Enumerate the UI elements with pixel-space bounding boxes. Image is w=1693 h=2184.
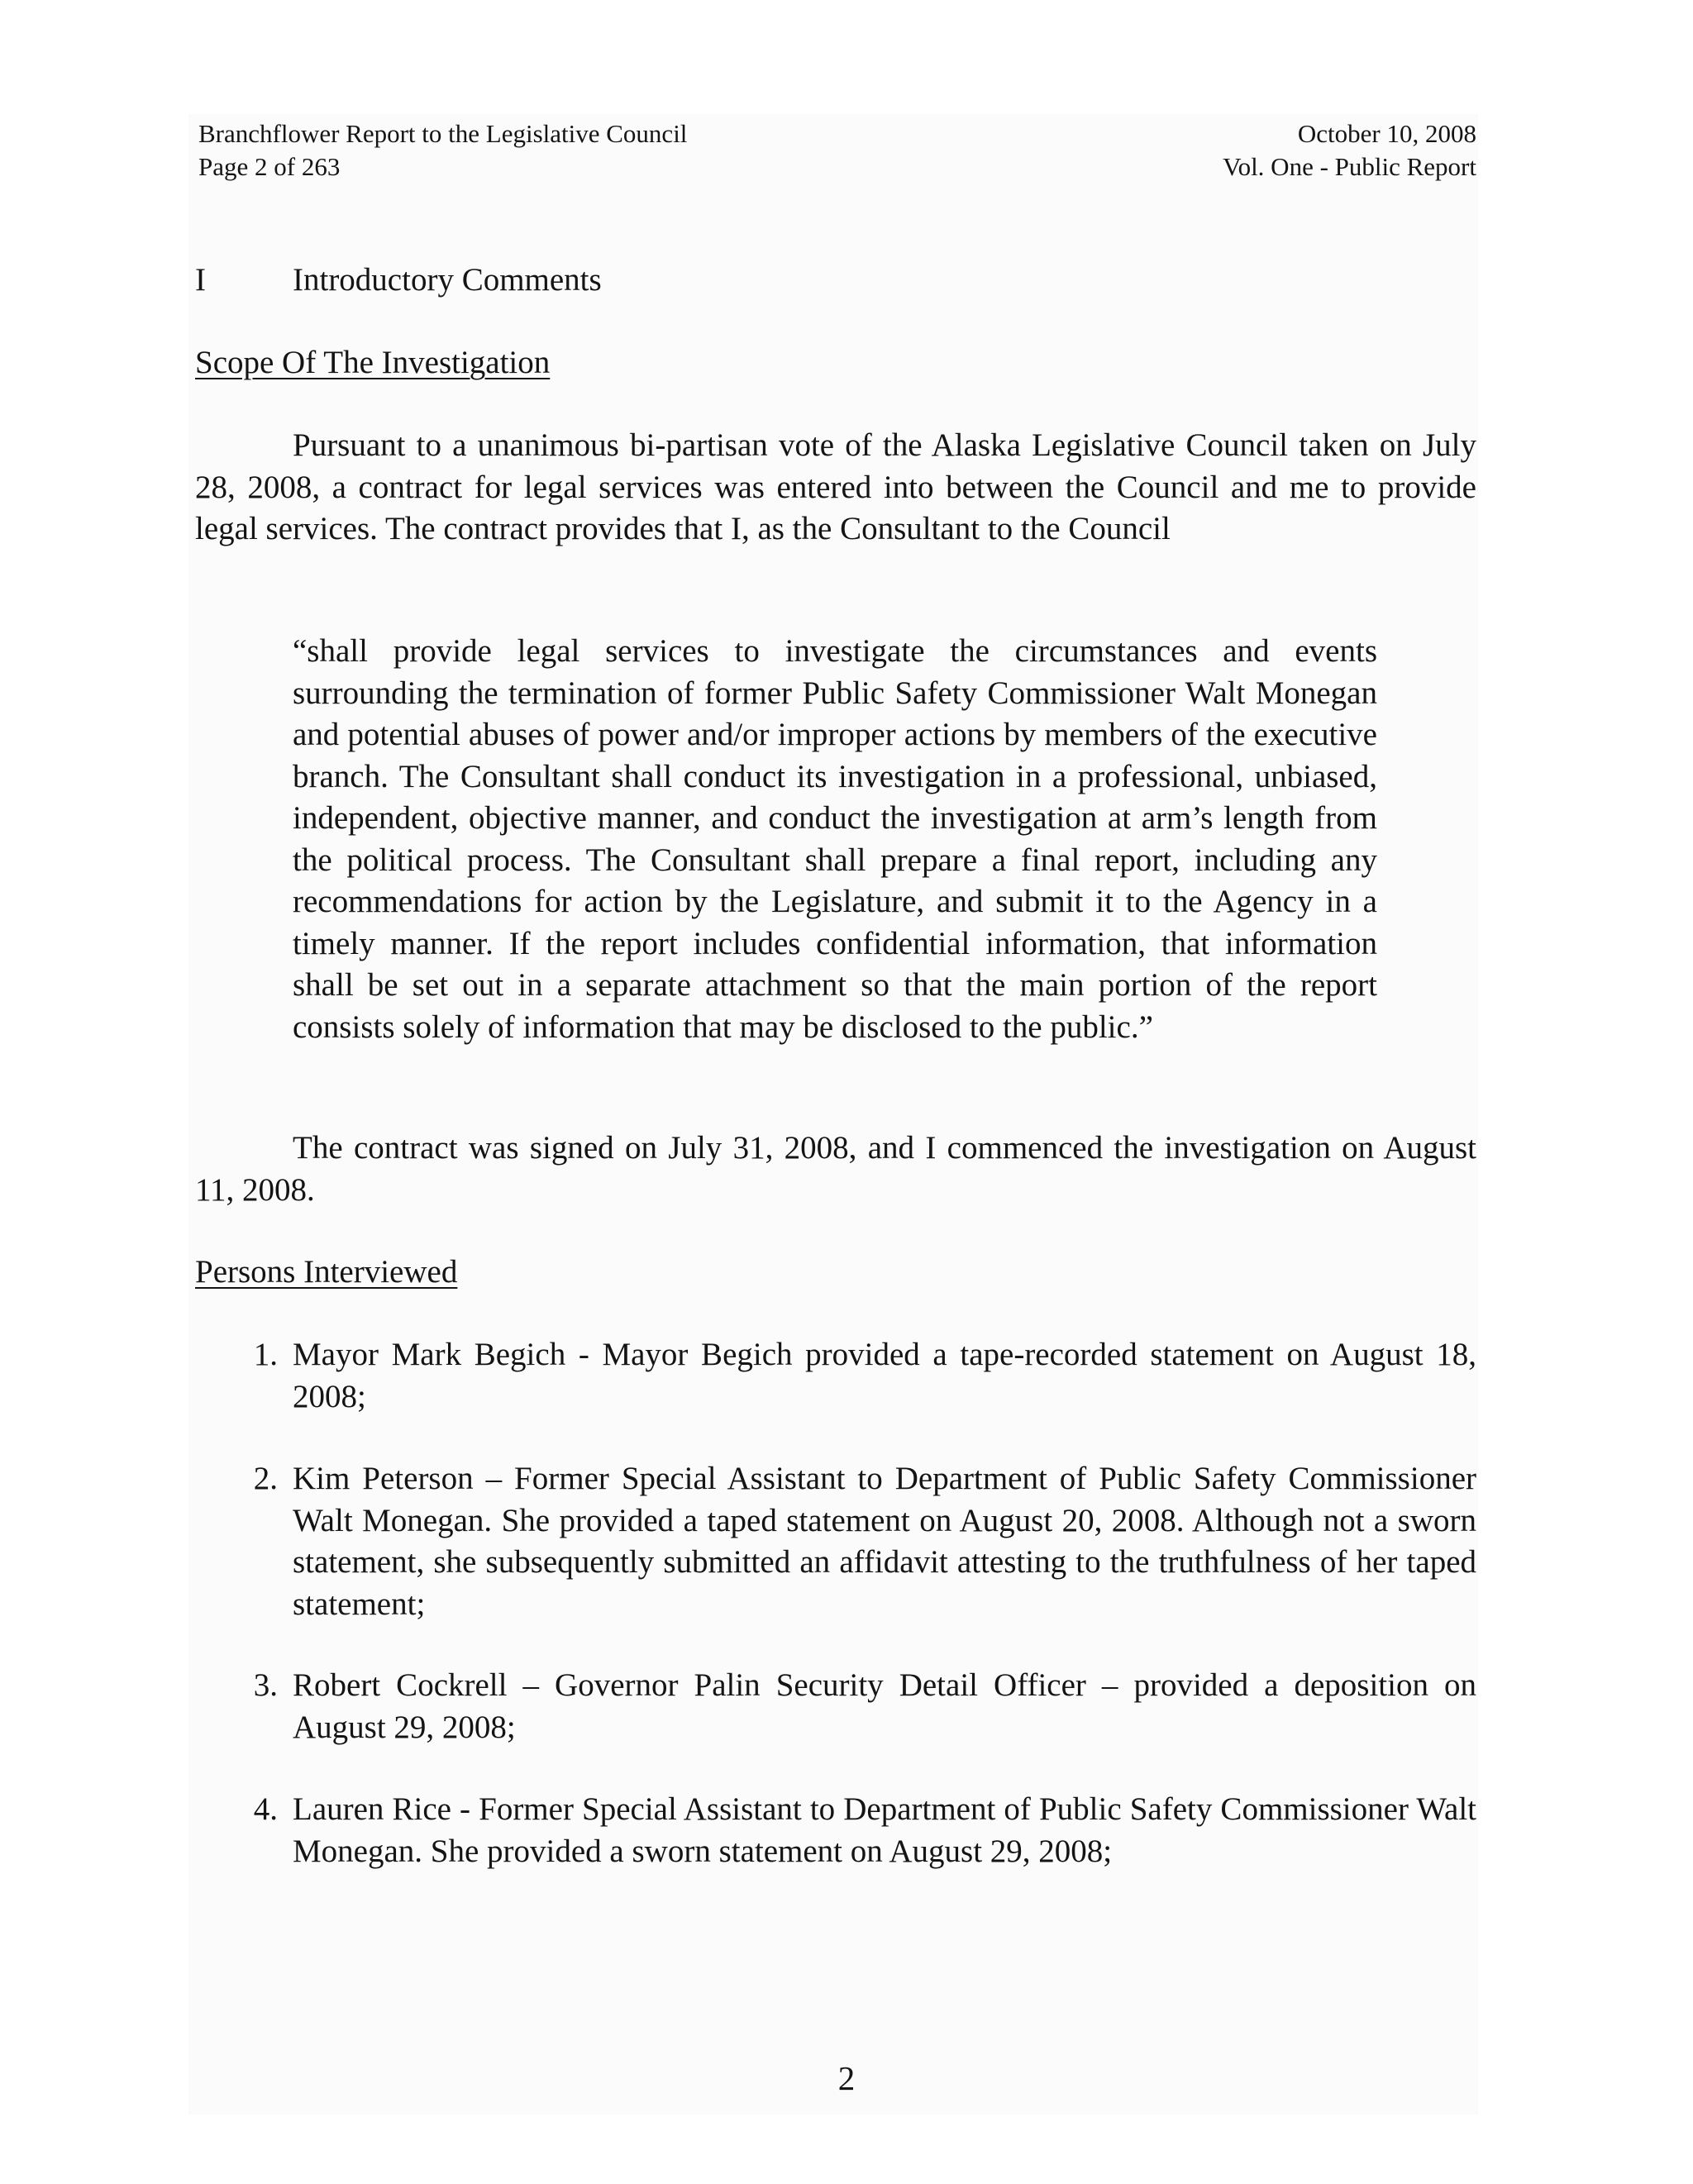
list-text: Mayor Mark Begich - Mayor Begich provided a tape-recorded statement on August 18, 2008;	[293, 1337, 1476, 1414]
list-item	[195, 1789, 1476, 1872]
list-item	[195, 1665, 1476, 1748]
list-number: 1.	[253, 1337, 278, 1372]
header-right	[1223, 117, 1476, 184]
list-number: 2.	[253, 1461, 278, 1496]
list-text: Kim Peterson – Former Special Assistant to Department of Public Safety Commissioner Walt Monegan. She provided a taped statement on August 20, 2008. Although not a sworn statement, she subsequently submitted an affidavit attesting to the truthfulness of her taped statement;	[293, 1461, 1476, 1622]
persons-heading: Persons Interviewed	[195, 1254, 458, 1290]
contract-signed-paragraph: The contract was signed on July 31, 2008, and I commenced the investigation on August 11, 2008.	[195, 1130, 1476, 1208]
section-title: Introductory Comments	[293, 262, 602, 298]
section-number: I	[195, 262, 206, 298]
contract-quote: “shall provide legal services to investigate the circumstances and events surrounding the termination of former Public Safety Commissioner Walt Monegan and potential abuses of power and/or improper actions by members of the executive branch. The Consultant shall conduct its investigation in a professional, unbiased, independent, objective manner, and conduct the investigation at arm’s length from the political process. The Consultant shall prepare a final report, including any recommendations for action by the Legislature, and submit it to the Agency in a timely manner. If the report includes confidential information, that information shall be set out in a separate attachment so that the main portion of the report consists solely of information that may be disclosed to the public.”	[293, 633, 1377, 1045]
list-text: Lauren Rice - Former Special Assistant to Department of Public Safety Commissioner Walt Monegan. She provided a sworn statement on August 29, 2008;	[293, 1791, 1476, 1869]
list-text: Robert Cockrell – Governor Palin Security Detail Officer – provided a deposition on August 29, 2008;	[293, 1667, 1476, 1745]
page-number: 2	[837, 2059, 856, 2097]
section-heading	[195, 260, 602, 301]
list-number: 4.	[253, 1791, 278, 1827]
scope-heading: Scope Of The Investigation	[195, 345, 551, 380]
report-title: Branchflower Report to the Legislative Council	[198, 119, 688, 148]
report-date: October 10, 2008	[1297, 119, 1476, 148]
list-item	[195, 1334, 1476, 1418]
list-item	[195, 1458, 1476, 1625]
header-left	[198, 117, 687, 184]
volume-label: Vol. One - Public Report	[1223, 152, 1476, 181]
list-number: 3.	[253, 1667, 278, 1703]
scope-paragraph: Pursuant to a unanimous bi-partisan vote of the Alaska Legislative Council taken on July 28, 2008, a contract for legal services was entered into between the Council and me to provide legal services. The contract provides that I, as the Consultant to the Council	[195, 427, 1476, 546]
page-count: Page 2 of 263	[198, 152, 341, 181]
